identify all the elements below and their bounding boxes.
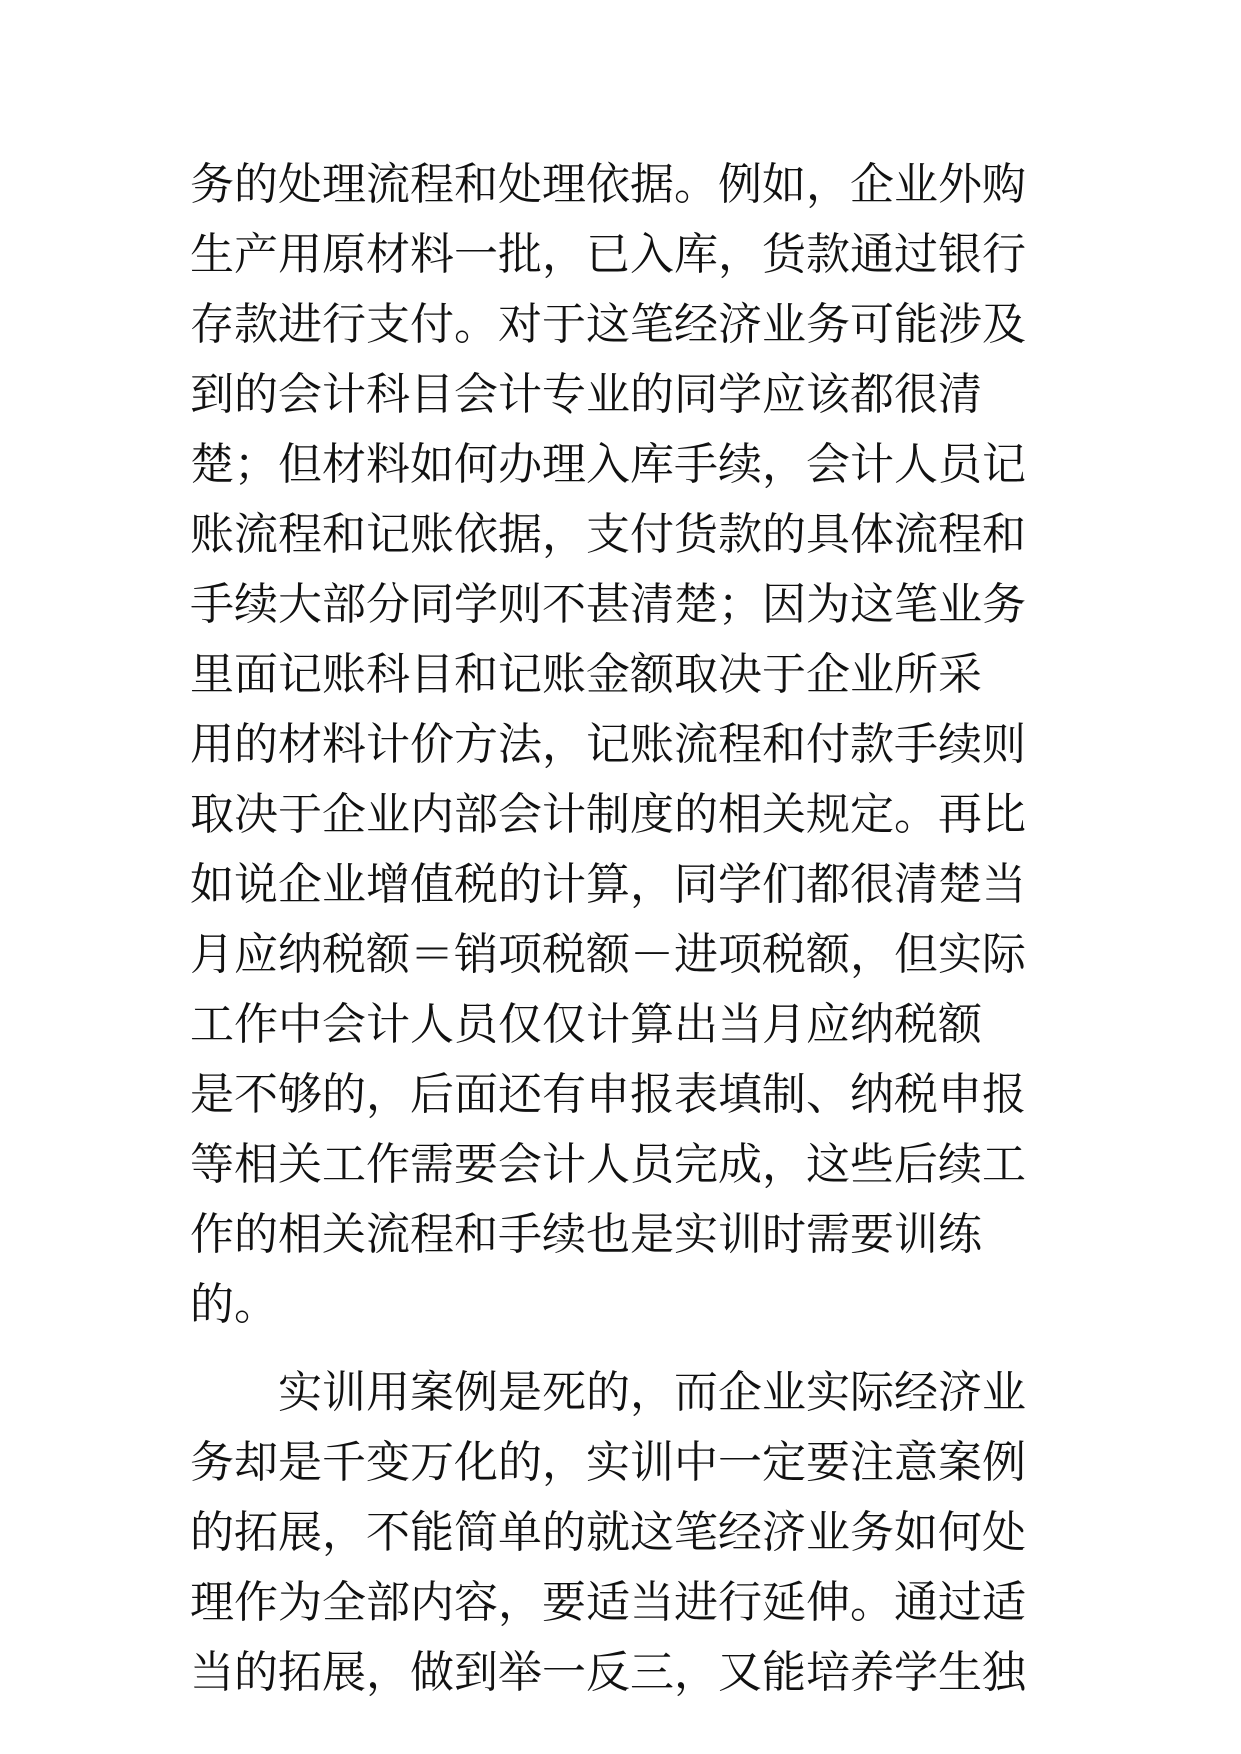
text-line: 生产用原材料一批，已入库，货款通过银行 bbox=[190, 229, 1026, 280]
text-line: 等相关工作需要会计人员完成，这些后续工 bbox=[190, 1139, 1026, 1190]
text-line: 到的会计科目会计专业的同学应该都很清 bbox=[190, 369, 982, 420]
text-line: 作的相关流程和手续也是实训时需要训练 bbox=[190, 1209, 982, 1260]
paragraph-2 bbox=[190, 1358, 1070, 1708]
text-line: 务的处理流程和处理依据。例如，企业外购 bbox=[190, 159, 1026, 210]
text-line: 工作中会计人员仅仅计算出当月应纳税额 bbox=[190, 999, 982, 1050]
text-line: 取决于企业内部会计制度的相关规定。再比 bbox=[190, 789, 1026, 840]
text-line: 是不够的，后面还有申报表填制、纳税申报 bbox=[190, 1069, 1026, 1120]
text-line: 楚；但材料如何办理入库手续，会计人员记 bbox=[190, 439, 1026, 490]
text-line: 理作为全部内容，要适当进行延伸。通过适 bbox=[190, 1577, 1026, 1628]
text-line: 务却是千变万化的，实训中一定要注意案例 bbox=[190, 1437, 1026, 1488]
body-text bbox=[190, 150, 1070, 1708]
text-line: 如说企业增值税的计算，同学们都很清楚当 bbox=[190, 859, 1026, 910]
paragraph-1 bbox=[190, 150, 1070, 1340]
text-line: 当的拓展，做到举一反三，又能培养学生独 bbox=[190, 1647, 1026, 1698]
text-line: 用的材料计价方法，记账流程和付款手续则 bbox=[190, 719, 1026, 770]
text-line: 的。 bbox=[190, 1279, 278, 1330]
text-line: 的拓展，不能简单的就这笔经济业务如何处 bbox=[190, 1507, 1026, 1558]
text-line: 账流程和记账依据，支付货款的具体流程和 bbox=[190, 509, 1026, 560]
text-line: 月应纳税额＝销项税额－进项税额，但实际 bbox=[190, 929, 1026, 980]
text-line: 里面记账科目和记账金额取决于企业所采 bbox=[190, 649, 982, 700]
text-line: 存款进行支付。对于这笔经济业务可能涉及 bbox=[190, 299, 1026, 350]
text-line: 手续大部分同学则不甚清楚；因为这笔业务 bbox=[190, 579, 1026, 630]
text-line: 实训用案例是死的，而企业实际经济业 bbox=[278, 1367, 1026, 1418]
paragraph-spacer bbox=[190, 1340, 1070, 1358]
